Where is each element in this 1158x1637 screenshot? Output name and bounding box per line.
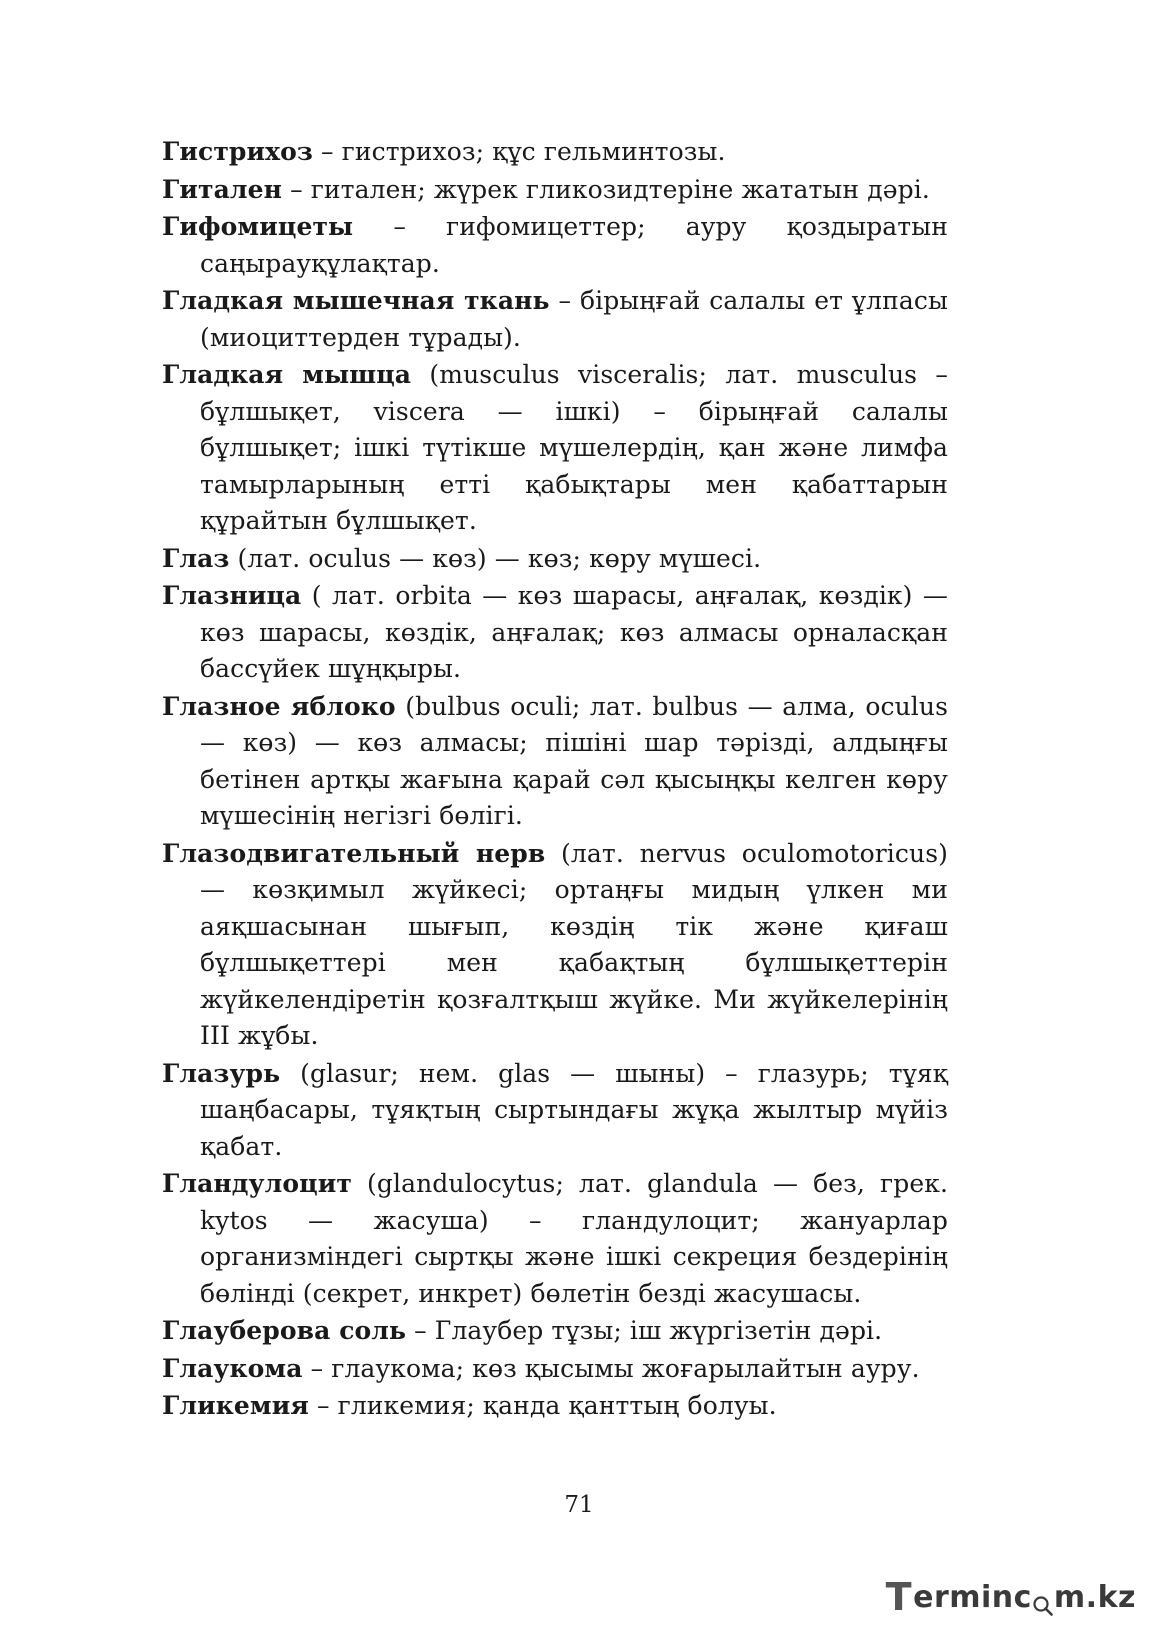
dictionary-entry xyxy=(162,1166,948,1312)
entry-definition: – гистрихоз; құс гельминтозы. xyxy=(312,137,726,166)
entry-term: Гликемия xyxy=(162,1391,309,1420)
termincom-watermark[interactable] xyxy=(886,1575,1136,1619)
entry-definition: (лат. nervus oculomotoricus) — көзқимыл жүйкесі; ортаңғы мидың үлкен ми аяқшасынан шығып, көздің тік және қиғаш бұлшықеттері мен қабақтың бұлшықеттерін жүйкелендіретін қозғалтқыш жүйке. Ми жүйкелерінің ІІІ жұбы. xyxy=(200,838,948,1050)
entry-definition: – Глаубер тұзы; іш жүргізетін дәрі. xyxy=(406,1316,883,1345)
entry-term: Глаз xyxy=(162,543,230,573)
entry-term: Глазодвигательный нерв xyxy=(162,838,546,868)
entry-term: Гладкая мышечная ткань xyxy=(162,286,550,315)
dictionary-entry xyxy=(162,357,948,540)
entry-term: Гифомицеты xyxy=(162,212,354,241)
dictionary-entry xyxy=(162,1388,948,1425)
entry-definition: ( лат. orbita — көз шарасы, аңғалақ, көздік) — көз шарасы, көздік, аңғалақ; көз алмасы орналасқан бассүйек шұңқыры. xyxy=(200,581,948,683)
watermark-text-part2: m.kz xyxy=(1053,1579,1136,1615)
entry-term: Глазное яблоко xyxy=(162,691,396,721)
dictionary-entry xyxy=(162,1313,948,1350)
entry-definition: (musculus visceralis; лат. musculus – бұлшықет, viscera — ішкі) – бірыңғай салалы бұлшықет; ішкі түтікше мүшелердің, қан және лимфа тамырларының етті қабықтары мен қабаттарын құрайтын бұлшықет. xyxy=(200,360,948,535)
entry-definition: – гифомицеттер; ауру қоздыратын саңырауқұлақтар. xyxy=(200,212,948,278)
magnifier-icon xyxy=(1033,1589,1053,1609)
watermark-first-letter: T xyxy=(885,1575,913,1619)
entry-definition: (glandulocytus; лат. glandula — без, грек. kytos — жасуша) – гландулоцит; жануарлар организміндегі сыртқы және ішкі секреция бездерінің бөлінді (секрет, инкрет) бөлетін безді жасушасы. xyxy=(200,1169,948,1308)
entry-term: Глаукома xyxy=(162,1353,303,1383)
entry-term: Глазница xyxy=(162,581,302,610)
dictionary-entry xyxy=(162,209,948,282)
entry-definition: (bulbus oculi; лат. bulbus — алма, oculus — көз) — көз алмасы; пішіні шар тәрізді, алдыңғы бетінен артқы жағына қарай сәл қысыңқы келген көру мүшесінің негізгі бөлігі. xyxy=(200,691,948,830)
dictionary-entry xyxy=(162,836,948,1055)
dictionary-entry xyxy=(162,283,948,356)
entry-term: Глазурь xyxy=(162,1058,281,1088)
dictionary-entry xyxy=(162,1351,948,1388)
entry-definition: – бірыңғай салалы ет ұлпасы (миоциттерден тұрады). xyxy=(200,286,948,352)
entry-term: Гистрихоз xyxy=(162,137,313,166)
dictionary-entry xyxy=(162,134,948,171)
page-number: 71 xyxy=(564,1492,594,1518)
entry-definition: – гликемия; қанда қанттың болуы. xyxy=(308,1391,777,1420)
dictionary-entry xyxy=(162,541,948,578)
dictionary-entry xyxy=(162,1056,948,1166)
entry-term: Глауберова соль xyxy=(162,1316,407,1345)
entry-definition: – гитален; жүрек гликозидтеріне жататын дәрі. xyxy=(282,174,930,204)
dictionary-entry xyxy=(162,172,948,209)
dictionary-page xyxy=(162,134,948,1426)
dictionary-entry xyxy=(162,689,948,835)
dictionary-entry xyxy=(162,578,948,688)
entry-definition: (лат. oculus — көз) — көз; көру мүшесі. xyxy=(229,543,762,573)
entry-term: Гитален xyxy=(162,174,283,204)
watermark-text-part1: erminc xyxy=(913,1579,1032,1615)
entry-term: Гладкая мышца xyxy=(162,360,412,389)
entry-definition: – глаукома; көз қысымы жоғарылайтын ауру. xyxy=(302,1353,920,1383)
entry-term: Гландулоцит xyxy=(162,1169,352,1198)
entry-definition: (glasur; нем. glas — шыны) – глазурь; тұяқ шаңбасары, тұяқтың сыртындағы жұқа жылтыр мүйіз қабат. xyxy=(200,1058,948,1161)
